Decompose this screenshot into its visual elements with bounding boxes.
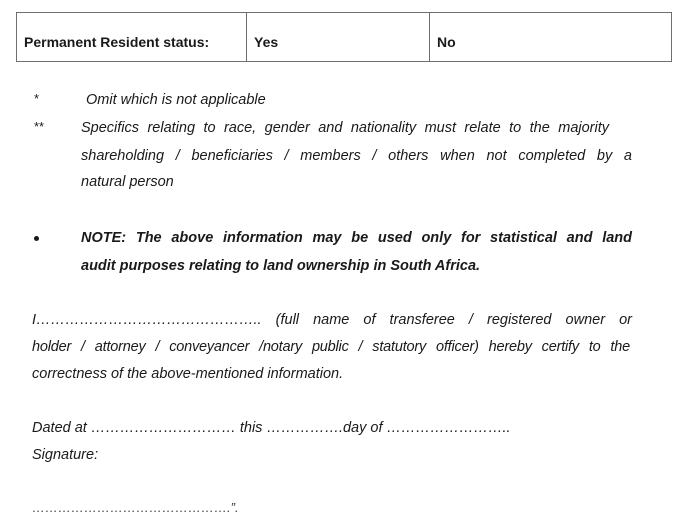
certification-line-1: I……………………………………….. (full name of transferee / registered owner or (32, 312, 632, 328)
status-label: Permanent Resident status: (17, 13, 247, 62)
footnote-double-line-1: Specifics relating to race, gender and nationality must relate to the majority (81, 120, 609, 136)
status-option-yes[interactable]: Yes (247, 13, 430, 62)
signature-line: ……………………………………….”. (32, 500, 239, 515)
note-bullet (34, 236, 39, 241)
status-row (17, 13, 672, 62)
footnote-single-text: Omit which is not applicable (86, 92, 266, 108)
footnote-double-line-3: natural person (81, 174, 174, 190)
dated-line: Dated at ………………………… this …………….day of …………………….. (32, 420, 511, 436)
certification-line-2: holder / attorney / conveyancer /notary public / statutory officer) hereby certify to the (32, 339, 630, 355)
status-option-no[interactable]: No (430, 13, 672, 62)
signature-label: Signature: (32, 447, 99, 463)
certification-line-3: correctness of the above-mentioned information. (32, 366, 344, 382)
footnote-double-line-2: shareholding / beneficiaries / members / others when not completed by a (81, 148, 632, 164)
footnote-single-marker: * (34, 91, 40, 106)
note-line-2: audit purposes relating to land ownership in South Africa. (81, 258, 481, 274)
permanent-resident-status-table (16, 12, 672, 62)
footnote-double-marker: ** (34, 119, 45, 134)
note-line-1: NOTE: The above information may be used only for statistical and land (81, 230, 632, 246)
